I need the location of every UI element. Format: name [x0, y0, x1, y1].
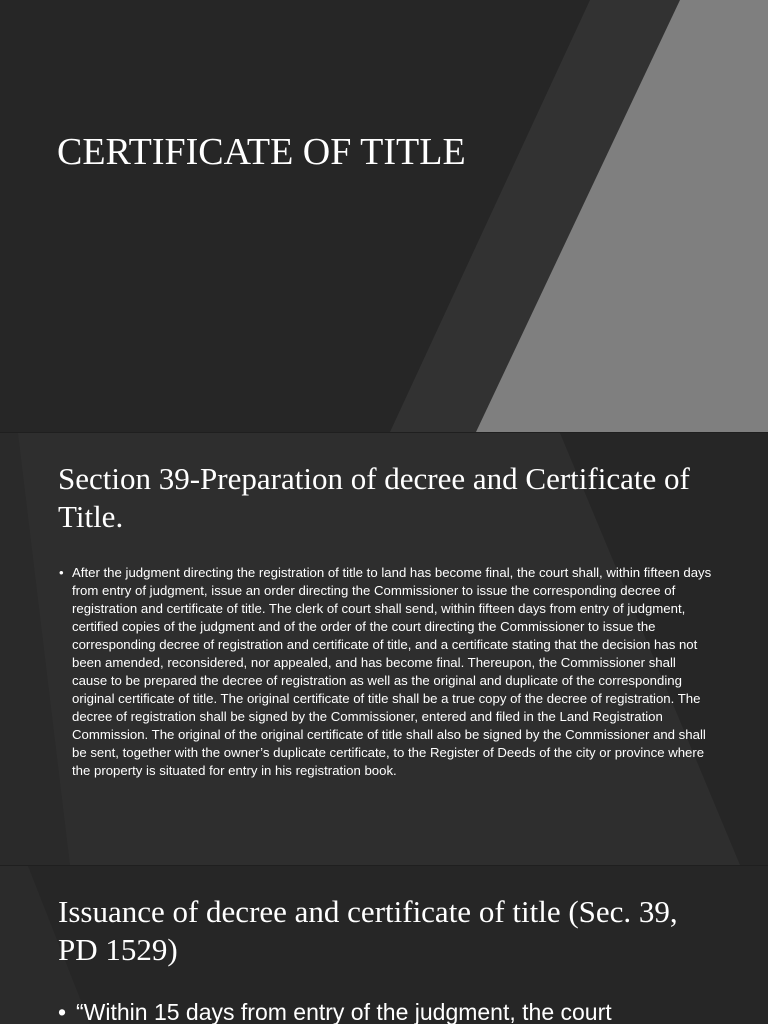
slide-1-background — [0, 0, 768, 432]
slide-2-bullet-list — [59, 564, 712, 780]
slide-2 — [0, 433, 768, 865]
bullet-text: After the judgment directing the registration of title to land has become final, the court shall, within fifteen days from entry of judgment, issue an order directing the Commissioner to issue the corresponding decree of registration and certificate of title. The clerk of court shall send, within fifteen days from entry of judgment, certified copies of the judgment and of the order of the court directing the Commissioner to issue the corresponding decree of registration and certificate of title, and a certificate stating that the decision has not been amended, reconsidered, nor appealed, and has become final. Thereupon, the Commissioner shall cause to be prepared the decree of registration as well as the original and duplicate of the corresponding original certificate of title. The original certificate of title shall be a true copy of the decree of registration. The decree of registration shall be signed by the Commissioner, entered and filed in the Land Registration Commission. The original of the original certificate of title shall also be signed by the Commissioner and shall be sent, together with the owner’s duplicate certificate, to the Register of Deeds of the city or province where the property is situated for entry in his registration book. — [72, 565, 712, 778]
bullet-icon: • — [59, 565, 64, 580]
slide-3 — [0, 866, 768, 1024]
bullet-text: “Within 15 days from entry of the judgment, the court — [76, 999, 612, 1024]
slide-2-title: Section 39-Preparation of decree and Certificate of Title. — [58, 461, 690, 534]
slide-3-bullet-list — [58, 997, 756, 1024]
list-item — [59, 564, 712, 780]
slide-1-title: CERTIFICATE OF TITLE — [57, 131, 466, 173]
list-item — [58, 997, 756, 1024]
bullet-icon: • — [58, 999, 67, 1024]
slide-1 — [0, 0, 768, 432]
slide-3-title: Issuance of decree and certificate of title (Sec. 39, PD 1529) — [58, 894, 678, 967]
